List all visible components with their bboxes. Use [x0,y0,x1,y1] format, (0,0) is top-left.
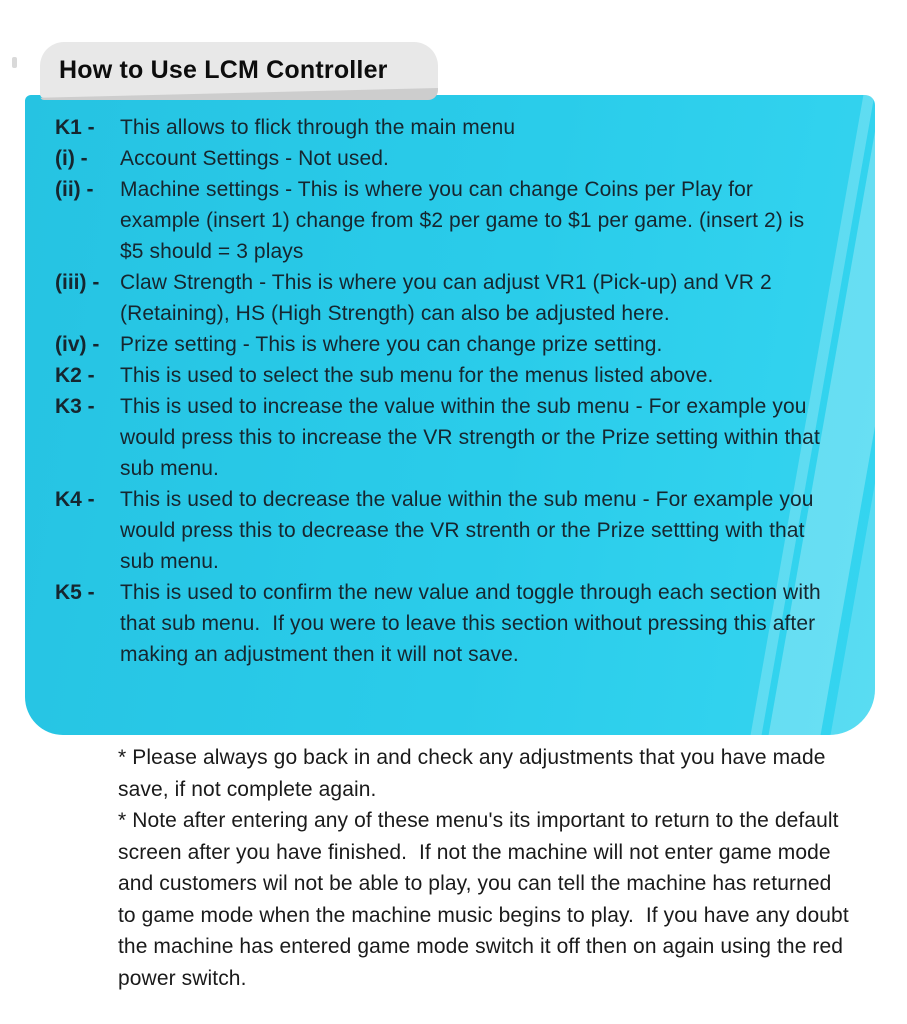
title-plate [40,42,438,98]
item-text: Account Settings - Not used. [120,147,389,170]
item-label: K4 - [55,488,95,511]
item-text: This is used to decrease the value within the sub menu - For example you would press this to decrease the VR strenth or the Prize settting with that sub menu. [120,488,820,573]
item-label: (iii) - [55,271,100,294]
list-item-k3 [55,391,850,484]
item-label: K5 - [55,581,95,604]
list-item-k4 [55,484,850,577]
item-label: (ii) - [55,178,94,201]
note-check-adjustments: * Please always go back in and check any adjustments that you have made save, if not complete again. [118,746,832,801]
list-item-k1 [55,112,850,143]
item-text: This is used to increase the value within the sub menu - For example you would press this to increase the VR strength or the Prize setting within that sub menu. [120,395,826,480]
edge-tick-mark [12,57,17,68]
list-item-ii [55,174,850,267]
note-return-to-default: * Note after entering any of these menu's its important to return to the default screen after you have finished. If not the machine will not enter game mode and customers wil not be able to play, you can tell the machine has returned to game mode when the machine music begins to play. If you have any doubt the machine has entered game mode switch it off then on again using the red power switch. [118,809,855,990]
list-item-iii [55,267,850,329]
item-label: (i) - [55,147,88,170]
list-item-i [55,143,850,174]
item-text: This allows to flick through the main menu [120,116,516,139]
item-text: Claw Strength - This is where you can adjust VR1 (Pick-up) and VR 2 (Retaining), HS (High Strength) can also be adjusted here. [120,271,778,325]
item-text: Prize setting - This is where you can change prize setting. [120,333,663,356]
instruction-panel [25,95,875,735]
item-label: K1 - [55,116,95,139]
list-item-k5 [55,577,850,670]
footer-notes [118,742,855,994]
item-label: (iv) - [55,333,100,356]
item-label: K3 - [55,395,95,418]
instruction-list [25,95,875,670]
page-title: How to Use LCM Controller [59,55,388,84]
list-item-k2 [55,360,850,391]
item-text: This is used to confirm the new value and toggle through each section with that sub menu. If you were to leave this section without pressing this after making an adjustment then it will not save. [120,581,827,666]
list-item-iv [55,329,850,360]
item-text: This is used to select the sub menu for the menus listed above. [120,364,714,387]
item-label: K2 - [55,364,95,387]
item-text: Machine settings - This is where you can change Coins per Play for example (insert 1) change from $2 per game to $1 per game. (insert 2) is $5 should = 3 plays [120,178,811,263]
